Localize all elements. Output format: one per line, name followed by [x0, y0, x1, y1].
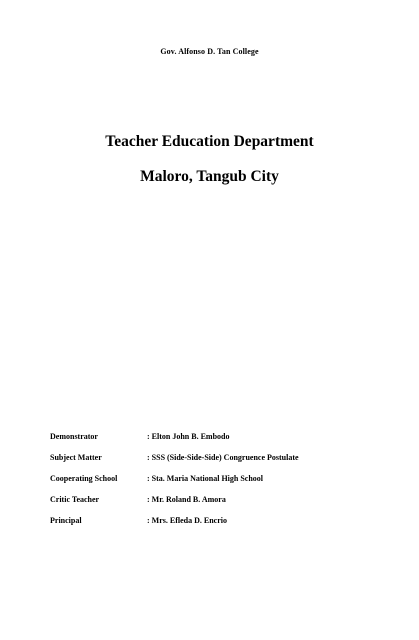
detail-row-subject-matter: [50, 453, 380, 474]
detail-value: : Elton John B. Embodo: [147, 432, 230, 441]
detail-row-cooperating-school: [50, 474, 380, 495]
detail-value: : Sta. Maria National High School: [147, 474, 264, 483]
detail-row-critic-teacher: [50, 495, 380, 516]
detail-value: : SSS (Side-Side-Side) Congruence Postulate: [147, 453, 299, 462]
detail-row-demonstrator: [50, 432, 380, 453]
detail-label: Principal: [50, 516, 82, 525]
detail-label: Demonstrator: [50, 432, 98, 441]
detail-value: : Mrs. Efleda D. Encrio: [147, 516, 227, 525]
department-title: Teacher Education Department: [105, 133, 314, 150]
detail-label: Critic Teacher: [50, 495, 100, 504]
detail-label: Subject Matter: [50, 453, 102, 462]
detail-value: : Mr. Roland B. Amora: [147, 495, 226, 504]
college-name: Gov. Alfonso D. Tan College: [160, 47, 259, 56]
location-title: Maloro, Tangub City: [140, 168, 279, 185]
detail-row-principal: [50, 516, 380, 537]
details-list: [50, 432, 380, 537]
detail-label: Cooperating School: [50, 474, 118, 483]
